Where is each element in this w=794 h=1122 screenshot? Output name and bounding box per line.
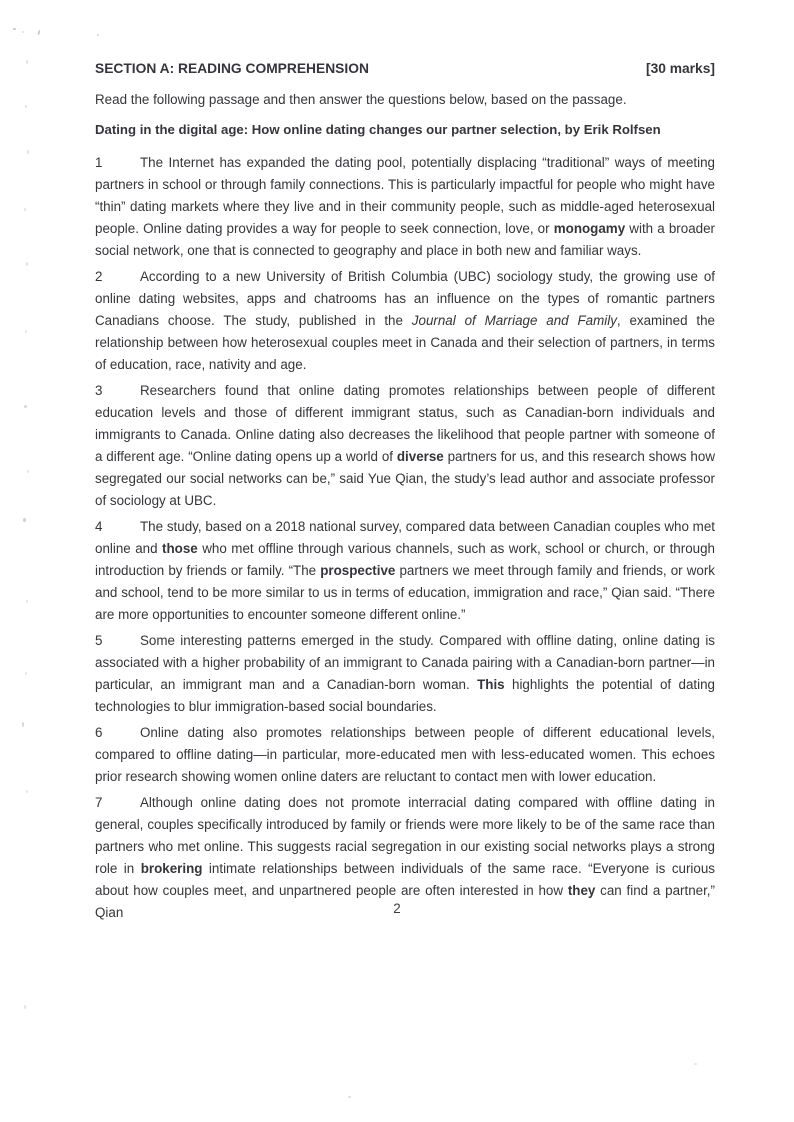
scan-speck xyxy=(97,34,99,36)
paragraph-text: The study, based on a 2018 national survey, compared data between Canadian couples who met online and those who met offline through various channels, such as work, school or church, or through introduction by friends or family. “The prospective partners we meet through family and friends, or work and school, tend to be more similar to us in terms of education, immigration and race,” Qian said. “There are more opportunities to encounter someone different online.” xyxy=(95,519,715,622)
scan-speck xyxy=(37,30,40,35)
section-title: SECTION A: READING COMPREHENSION xyxy=(95,61,369,76)
scan-speck xyxy=(27,470,29,473)
scan-speck xyxy=(25,672,27,675)
paragraph-text: According to a new University of British Columbia (UBC) sociology study, the growing use of online dating websites, apps and chatrooms has an influence on the types of romantic partners Canadians choose. The study, published in the Journal of Marriage and Family, examined the relationship between how heterosexual couples meet in Canada and their selection of partners, in terms of education, race, nativity and age. xyxy=(95,269,715,372)
scan-speck xyxy=(26,790,28,793)
passage-paragraph xyxy=(95,630,715,718)
scan-speck xyxy=(348,1096,351,1098)
scan-speck xyxy=(26,600,28,603)
paragraph-text: Some interesting patterns emerged in the study. Compared with offline dating, online dating is associated with a higher probability of an immigrant to Canada pairing with a Canadian-born partner—in particular, an immigrant man and a Canadian-born woman. This highlights the potential of dating technologies to blur immigration-based social boundaries. xyxy=(95,633,715,714)
passage-paragraph xyxy=(95,516,715,626)
scan-speck xyxy=(22,31,24,33)
scan-speck xyxy=(26,262,28,266)
paragraph-text: Online dating also promotes relationships between people of different educational levels, compared to offline dating—in particular, more-educated men with less-educated women. This echoes prior research showing women online daters are reluctant to contact men with lower education. xyxy=(95,725,715,784)
paragraph-number: 2 xyxy=(95,269,103,284)
scan-speck xyxy=(24,208,26,211)
paragraph-text: Although online dating does not promote interracial dating compared with offline dating in general, couples specifically introduced by family or friends were more likely to be of the same race than partners who met online. This suggests racial segregation in our existing social networks plays a strong role in brokering intimate relationships between individuals of the same race. “Everyone is curious about how couples meet, and unpartnered people are often interested in how they can find a partner,” Qian xyxy=(95,795,715,920)
scan-speck xyxy=(13,28,16,30)
scan-speck xyxy=(25,330,27,333)
scan-speck xyxy=(22,722,24,727)
paragraph-text: Researchers found that online dating promotes relationships between people of different education levels and those of different immigrant status, such as Canadian-born individuals and immigrants to Canada. Online dating also decreases the likelihood that people partner with someone of a different age. “Online dating opens up a world of diverse partners for us, and this research shows how segregated our social networks can be,” said Yue Qian, the study’s lead author and associate professor of sociology at UBC. xyxy=(95,383,715,508)
scan-speck xyxy=(25,105,27,108)
section-header xyxy=(95,58,715,80)
instruction-text: Read the following passage and then answer the questions below, based on the passage. xyxy=(95,92,627,107)
document-content xyxy=(95,58,715,928)
paragraph-number: 3 xyxy=(95,383,103,398)
scan-speck xyxy=(24,405,27,408)
marks-label: [30 marks] xyxy=(645,61,715,76)
paragraph-number: 4 xyxy=(95,519,103,534)
paragraph-number: 5 xyxy=(95,633,103,648)
passage-paragraph xyxy=(95,152,715,262)
scan-speck xyxy=(23,518,26,522)
paragraph-text: The Internet has expanded the dating pool, potentially displacing “traditional” ways of meeting partners in school or through family connections. This is particularly impactful for people who might have “thin” dating markets where they live and in their community people, such as middle-aged heterosexual people. Online dating provides a way for people to seek connection, love, or monogamy with a broader social network, one that is connected to geography and place in both new and familiar ways. xyxy=(95,155,715,258)
paragraph-number: 7 xyxy=(95,795,103,810)
passage-paragraph xyxy=(95,380,715,512)
scan-speck xyxy=(26,60,28,64)
paragraph-number: 1 xyxy=(95,155,103,170)
scan-speck xyxy=(27,150,29,154)
passage-body xyxy=(95,152,715,924)
scan-speck xyxy=(694,1063,697,1065)
passage-title: Dating in the digital age: How online dating changes our partner selection, by Erik Rolfsen xyxy=(95,122,661,137)
paragraph-number: 6 xyxy=(95,725,103,740)
passage-paragraph xyxy=(95,722,715,788)
page-number: 2 xyxy=(393,901,401,916)
passage-paragraph xyxy=(95,266,715,376)
scan-speck xyxy=(24,1005,26,1009)
